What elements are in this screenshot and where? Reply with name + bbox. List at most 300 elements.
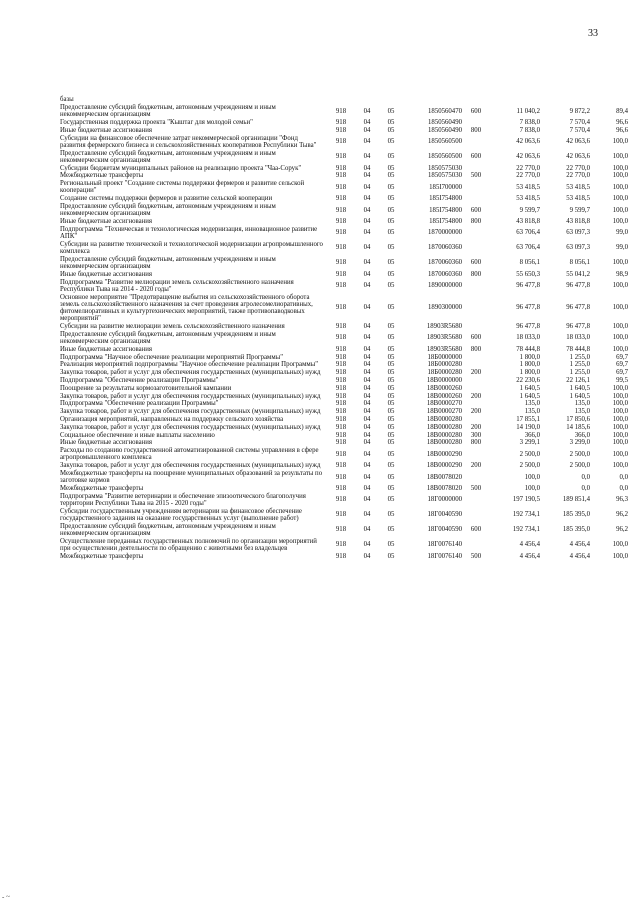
- row-expense-type: [462, 470, 490, 485]
- row-percent: 100,0: [612, 450, 628, 458]
- row-name: Закупка товаров, работ и услуг для обеспечения государственных (муниципальных) нужд: [60, 408, 321, 416]
- row-actual-amount: 63 097,3: [566, 244, 590, 252]
- row-section: 04: [363, 408, 371, 416]
- row-expense-type: [462, 323, 490, 331]
- table-row: [60, 392, 628, 400]
- row-plan-amount: 17 855,1: [516, 416, 540, 424]
- row-actual-amount: 135,0: [574, 408, 590, 416]
- row-target-article: 18В0000280: [426, 439, 462, 447]
- row-target-article: 1890300000: [428, 304, 462, 312]
- row-grbs: 918: [335, 195, 347, 203]
- row-percent: 100,0: [612, 153, 628, 161]
- row-target-article: 185I700000: [429, 183, 462, 191]
- row-percent: 100,0: [612, 541, 628, 549]
- row-section: 04: [363, 126, 371, 134]
- table-row: [60, 218, 628, 226]
- row-section: 04: [363, 526, 371, 534]
- row-name: Предоставление субсидий бюджетным, автономным учреждениям и иным некоммерческим организациям: [60, 149, 276, 164]
- row-grbs: 918: [335, 485, 347, 493]
- table-row: [60, 400, 628, 408]
- row-plan-amount: 197 190,5: [512, 496, 540, 504]
- row-name: Подпрограмма "Обеспечение реализации Программы": [60, 400, 219, 408]
- row-name: Иные бюджетные ассигнования: [60, 439, 153, 447]
- row-subsection: 05: [387, 439, 395, 447]
- row-grbs: 918: [335, 462, 347, 470]
- row-grbs: 918: [335, 164, 347, 172]
- row-actual-amount: 185 395,0: [562, 526, 590, 534]
- page-number: 33: [588, 28, 598, 39]
- row-plan-amount: 53 418,5: [516, 183, 540, 191]
- row-section: 04: [363, 218, 371, 226]
- row-expense-type: 500: [470, 485, 482, 493]
- row-grbs: 918: [335, 400, 347, 408]
- row-percent: 98,9: [616, 270, 628, 278]
- row-actual-amount: 9 599,7: [569, 206, 590, 214]
- row-actual-amount: 42 063,6: [566, 138, 590, 146]
- row-name: Подпрограмма "Обеспечение реализации Программы": [60, 377, 219, 385]
- row-plan-amount: 22 770,0: [516, 164, 540, 172]
- row-grbs: 918: [335, 361, 347, 369]
- row-subsection: 05: [387, 526, 395, 534]
- row-grbs: 918: [335, 282, 347, 290]
- row-expense-type: 600: [470, 206, 482, 214]
- row-section: 04: [363, 282, 371, 290]
- row-grbs: 918: [335, 431, 347, 439]
- row-grbs: 918: [335, 496, 347, 504]
- row-target-article: 1870000000: [428, 229, 462, 237]
- row-percent: 100,0: [612, 304, 628, 312]
- row-expense-type: 500: [470, 552, 482, 560]
- row-section: 04: [363, 431, 371, 439]
- row-plan-amount: 1 800,0: [519, 369, 540, 377]
- row-grbs: 918: [335, 138, 347, 146]
- row-name: Субсидии на развитие мелиорации земель сельскохозяйственного назначения: [60, 323, 285, 331]
- row-plan-amount: 135,0: [524, 408, 540, 416]
- row-actual-amount: 1 255,0: [569, 353, 590, 361]
- row-section: 04: [363, 183, 371, 191]
- row-name: Субсидии на финансовое обеспечение затрат некоммерческой организации "Фонд развития фермерского бизнеса и сельскохозяйственных кооперативов Республики Тыва": [60, 134, 317, 149]
- row-actual-amount: 96 477,8: [566, 304, 590, 312]
- row-actual-amount: 78 444,8: [566, 345, 590, 353]
- row-target-article: 18Г0040590: [427, 511, 462, 519]
- row-expense-type: [462, 134, 490, 149]
- row-subsection: 05: [387, 153, 395, 161]
- row-percent: 69,7: [616, 361, 628, 369]
- table-row: [60, 508, 628, 523]
- row-plan-amount: 2 500,0: [519, 450, 540, 458]
- row-section: 04: [363, 153, 371, 161]
- row-section: 04: [363, 552, 371, 560]
- row-target-article: 185I754800: [429, 206, 462, 214]
- row-grbs: 918: [335, 304, 347, 312]
- row-grbs: 918: [335, 153, 347, 161]
- row-subsection: 05: [387, 496, 395, 504]
- table-row: [60, 119, 628, 127]
- row-expense-type: 800: [470, 270, 482, 278]
- row-subsection: 05: [387, 259, 395, 267]
- row-target-article: 18В0000280: [426, 423, 462, 431]
- row-grbs: 918: [335, 552, 347, 560]
- row-subsection: 05: [387, 107, 395, 115]
- table-row: [60, 241, 628, 256]
- row-grbs: 918: [335, 439, 347, 447]
- row-plan-amount: 96 477,8: [516, 282, 540, 290]
- row-grbs: 918: [335, 526, 347, 534]
- row-grbs: 918: [335, 323, 347, 331]
- row-section: 04: [363, 511, 371, 519]
- row-grbs: 918: [335, 408, 347, 416]
- table-row: [60, 385, 628, 393]
- table-row: [60, 538, 628, 553]
- row-grbs: 918: [335, 416, 347, 424]
- table-row: [60, 226, 628, 241]
- row-grbs: 918: [335, 119, 347, 127]
- row-subsection: 05: [387, 138, 395, 146]
- row-percent: 100,0: [612, 400, 628, 408]
- row-actual-amount: 2 500,0: [569, 450, 590, 458]
- row-name: Предоставление субсидий бюджетным, автономным учреждениям и иным некоммерческим организациям: [60, 522, 276, 538]
- row-percent: 96,2: [616, 526, 628, 534]
- row-plan-amount: 100,0: [524, 485, 540, 493]
- row-actual-amount: 189 851,4: [562, 496, 590, 504]
- row-plan-amount: 63 706,4: [516, 244, 540, 252]
- row-grbs: 918: [335, 353, 347, 361]
- row-section: 04: [363, 416, 371, 424]
- row-target-article: 1850560470: [428, 107, 462, 115]
- row-subsection: 05: [387, 119, 395, 127]
- row-percent: 96,3: [616, 496, 628, 504]
- row-expense-type: 600: [470, 259, 482, 267]
- row-subsection: 05: [387, 392, 395, 400]
- row-target-article: 1870060360: [428, 270, 462, 278]
- row-target-article: 18В0000260: [426, 392, 462, 400]
- row-name: Межбюджетные трансферты: [60, 485, 144, 493]
- row-grbs: 918: [335, 172, 347, 180]
- row-actual-amount: 53 418,5: [566, 183, 590, 191]
- row-target-article: 1850575030: [428, 164, 462, 172]
- row-actual-amount: 135,0: [574, 400, 590, 408]
- row-actual-amount: 53 418,5: [566, 195, 590, 203]
- row-name: Межбюджетные трансферты на поощрение муниципальных образований за результаты по заготовке кормов: [60, 470, 323, 485]
- row-subsection: 05: [387, 377, 395, 385]
- row-target-article: 1870060360: [428, 259, 462, 267]
- row-expense-type: [462, 416, 490, 424]
- row-name: Субсидии на развитие технической и технологической модернизации агропромышленного комплекса: [60, 240, 323, 256]
- row-subsection: 05: [387, 229, 395, 237]
- table-row: [60, 104, 628, 119]
- row-name: Региональный проект "Создание системы поддержки фермеров и развитие сельской кооперации": [60, 180, 305, 195]
- row-target-article: 18В0000000: [426, 377, 462, 385]
- table-row: [60, 424, 628, 432]
- row-name: Организация мероприятий, направленных на поддержку сельского хозяйства: [60, 416, 284, 424]
- row-subsection: 05: [387, 334, 395, 342]
- row-section: 04: [363, 541, 371, 549]
- row-subsection: 05: [387, 462, 395, 470]
- table-row: [60, 323, 628, 331]
- table-row: [60, 256, 628, 271]
- row-section: 04: [363, 353, 371, 361]
- row-section: 04: [363, 345, 371, 353]
- row-actual-amount: 8 056,1: [569, 259, 590, 267]
- row-subsection: 05: [387, 323, 395, 331]
- table-row: [60, 493, 628, 508]
- row-actual-amount: 1 255,0: [569, 369, 590, 377]
- row-name: Государственная поддержка проекта "Кыштаг для молодой семьи": [60, 119, 253, 127]
- row-target-article: 18В0000280: [426, 416, 462, 424]
- row-target-article: 18В0000270: [426, 400, 462, 408]
- row-subsection: 05: [387, 431, 395, 439]
- row-subsection: 05: [387, 345, 395, 353]
- row-percent: [590, 96, 628, 104]
- row-section: 04: [363, 361, 371, 369]
- row-grbs: 918: [335, 183, 347, 191]
- row-plan-amount: 42 063,6: [516, 153, 540, 161]
- row-actual-amount: 1 640,5: [569, 392, 590, 400]
- row-expense-type: [462, 180, 490, 195]
- row-plan-amount: 22 770,0: [516, 172, 540, 180]
- row-expense-type: [462, 96, 490, 104]
- row-name: Иные бюджетные ассигнования: [60, 270, 153, 278]
- row-expense-type: [462, 377, 490, 385]
- row-target-article: 18Г0076140: [427, 541, 462, 549]
- row-section: 04: [363, 138, 371, 146]
- row-subsection: 05: [387, 206, 395, 214]
- row-section: 04: [363, 377, 371, 385]
- table-row: [60, 353, 628, 361]
- row-actual-amount: 185 395,0: [562, 511, 590, 519]
- table-row: [60, 416, 628, 424]
- row-expense-type: 200: [470, 423, 482, 431]
- row-plan-amount: 43 818,8: [516, 218, 540, 226]
- row-name: Субсидии государственным учреждениям ветеринарии на финансовое обеспечение государственного задания на оказание государственных услуг (выполнение работ): [60, 507, 302, 523]
- row-target-article: 18В0000290: [426, 462, 462, 470]
- row-percent: 100,0: [612, 334, 628, 342]
- row-actual-amount: 63 097,3: [566, 229, 590, 237]
- row-actual-amount: 96 477,8: [566, 323, 590, 331]
- row-grbs: 918: [335, 473, 347, 481]
- row-name: Иные бюджетные ассигнования: [60, 126, 153, 134]
- row-name: Иные бюджетные ассигнования: [60, 345, 153, 353]
- row-name: Подпрограмма "Развитие мелиорации земель сельскохозяйственного назначения Республики Тыва на 2014 - 2020 годы": [60, 278, 294, 293]
- row-section: 04: [363, 206, 371, 214]
- row-section: 04: [363, 439, 371, 447]
- row-subsection: 05: [387, 511, 395, 519]
- row-actual-amount: 0,0: [581, 473, 590, 481]
- row-expense-type: [462, 385, 490, 393]
- row-target-article: 18В0000260: [426, 384, 462, 392]
- row-percent: 96,6: [616, 119, 628, 127]
- row-actual-amount: 9 872,2: [569, 107, 590, 115]
- row-actual-amount: 7 570,4: [569, 119, 590, 127]
- row-percent: 100,0: [612, 206, 628, 214]
- table-row: [60, 523, 628, 538]
- row-name: Предоставление субсидий бюджетным, автономным учреждениям и иным некоммерческим организациям: [60, 255, 276, 271]
- row-actual-amount: 4 456,4: [569, 552, 590, 560]
- row-plan-amount: 1 640,5: [519, 384, 540, 392]
- table-row: [60, 180, 628, 195]
- row-name: Предоставление субсидий бюджетным, автономным учреждениям и иным некоммерческим организациям: [60, 203, 276, 218]
- row-percent: 99,5: [616, 377, 628, 385]
- row-subsection: 05: [387, 384, 395, 392]
- row-percent: 100,0: [612, 392, 628, 400]
- row-expense-type: [462, 241, 490, 256]
- row-target-article: 18В0000270: [426, 408, 462, 416]
- row-plan-amount: 42 063,6: [516, 138, 540, 146]
- row-name: Подпрограмма "Техническая и технологическая модернизация, инновационное развитие АПК": [60, 225, 318, 241]
- table-row: [60, 331, 628, 346]
- row-section: 04: [363, 172, 371, 180]
- row-subsection: 05: [387, 552, 395, 560]
- table-row: [60, 203, 628, 218]
- row-expense-type: [462, 400, 490, 408]
- row-grbs: 918: [335, 377, 347, 385]
- row-target-article: 18Г0076140: [427, 552, 462, 560]
- row-expense-type: [462, 119, 490, 127]
- row-subsection: 05: [387, 423, 395, 431]
- row-section: 04: [363, 164, 371, 172]
- table-row: [60, 195, 628, 203]
- row-plan-amount: 2 500,0: [519, 462, 540, 470]
- row-grbs: 918: [335, 369, 347, 377]
- row-percent: 100,0: [612, 259, 628, 267]
- row-plan-amount: 55 650,3: [516, 270, 540, 278]
- row-target-article: 18903R5680: [426, 334, 462, 342]
- row-percent: 100,0: [612, 416, 628, 424]
- row-plan-amount: 9 599,7: [519, 206, 540, 214]
- row-percent: 96,6: [616, 126, 628, 134]
- row-expense-type: 600: [470, 107, 482, 115]
- row-grbs: 918: [335, 334, 347, 342]
- row-grbs: 918: [335, 541, 347, 549]
- table-row: [60, 485, 628, 493]
- row-percent: 100,0: [612, 384, 628, 392]
- row-plan-amount: 7 838,0: [519, 126, 540, 134]
- row-plan-amount: 135,0: [524, 400, 540, 408]
- row-percent: 100,0: [612, 282, 628, 290]
- row-plan-amount: 4 456,4: [519, 541, 540, 549]
- row-percent: 100,0: [612, 218, 628, 226]
- row-section: 04: [363, 423, 371, 431]
- row-target-article: 1850575030: [428, 172, 462, 180]
- row-section: 04: [363, 259, 371, 267]
- row-grbs: 918: [335, 450, 347, 458]
- row-grbs: 918: [335, 107, 347, 115]
- row-target-article: 1890000000: [428, 282, 462, 290]
- row-percent: 100,0: [612, 195, 628, 203]
- row-section: 04: [363, 195, 371, 203]
- row-plan-amount: 1 800,0: [519, 353, 540, 361]
- row-actual-amount: 22 770,0: [566, 172, 590, 180]
- row-expense-type: [462, 195, 490, 203]
- row-name: Подпрограмма "Научное обеспечение реализации мероприятий Программы": [60, 353, 283, 361]
- budget-table-container: [60, 96, 628, 560]
- table-row: [60, 431, 628, 439]
- table-row: [60, 470, 628, 485]
- row-section: [354, 96, 380, 104]
- row-subsection: 05: [387, 541, 395, 549]
- row-actual-amount: 55 041,2: [566, 270, 590, 278]
- row-percent: 100,0: [612, 138, 628, 146]
- row-expense-type: [462, 278, 490, 293]
- row-name: Подпрограмма "Развитие ветеринарии и обеспечение эпизоотического благополучия территории Республики Тыва на 2015 - 2020 годы": [60, 492, 306, 508]
- row-plan-amount: 78 444,8: [516, 345, 540, 353]
- row-subsection: 05: [387, 361, 395, 369]
- row-subsection: 05: [387, 485, 395, 493]
- row-plan-amount: 14 190,0: [516, 423, 540, 431]
- row-section: 04: [363, 244, 371, 252]
- table-row: [60, 172, 628, 180]
- row-section: 04: [363, 119, 371, 127]
- row-expense-type: 800: [470, 439, 482, 447]
- row-section: 04: [363, 400, 371, 408]
- row-expense-type: 200: [470, 392, 482, 400]
- row-section: 04: [363, 270, 371, 278]
- row-subsection: 05: [387, 172, 395, 180]
- row-plan-amount: [490, 96, 540, 104]
- row-subsection: 05: [387, 400, 395, 408]
- row-target-article: 18903R5680: [426, 345, 462, 353]
- row-subsection: 05: [387, 282, 395, 290]
- row-percent: 99,0: [616, 229, 628, 237]
- row-plan-amount: 192 734,1: [512, 511, 540, 519]
- row-actual-amount: 42 063,6: [566, 153, 590, 161]
- row-section: 04: [363, 107, 371, 115]
- row-section: 04: [363, 392, 371, 400]
- row-section: 04: [363, 334, 371, 342]
- row-actual-amount: 17 850,6: [566, 416, 590, 424]
- row-expense-type: 800: [470, 126, 482, 134]
- row-subsection: 05: [387, 218, 395, 226]
- row-grbs: 918: [335, 259, 347, 267]
- row-expense-type: 600: [470, 153, 482, 161]
- row-section: 04: [363, 496, 371, 504]
- row-name: Закупка товаров, работ и услуг для обеспечения государственных (муниципальных) нужд: [60, 392, 321, 400]
- row-plan-amount: 96 477,8: [516, 323, 540, 331]
- row-percent: 100,0: [612, 323, 628, 331]
- row-expense-type: 200: [470, 462, 482, 470]
- row-grbs: 918: [335, 229, 347, 237]
- row-grbs: 918: [335, 270, 347, 278]
- row-subsection: 05: [387, 270, 395, 278]
- row-actual-amount: [540, 96, 590, 104]
- row-name: Поощрение за результаты кормозаготовительной кампании: [60, 384, 232, 392]
- table-row: [60, 149, 628, 164]
- row-name: Создание системы поддержки фермеров и развитие сельской кооперации: [60, 195, 273, 203]
- row-expense-type: 800: [470, 345, 482, 353]
- row-target-article: 18В0000290: [426, 450, 462, 458]
- table-row: [60, 462, 628, 470]
- row-subsection: 05: [387, 416, 395, 424]
- row-subsection: 05: [387, 183, 395, 191]
- row-plan-amount: 100,0: [524, 473, 540, 481]
- table-row: [60, 293, 628, 322]
- row-percent: 100,0: [612, 462, 628, 470]
- row-plan-amount: 1 640,5: [519, 392, 540, 400]
- table-row: [60, 377, 628, 385]
- row-actual-amount: 22 126,1: [566, 377, 590, 385]
- row-actual-amount: 7 570,4: [569, 126, 590, 134]
- row-plan-amount: 96 477,8: [516, 304, 540, 312]
- table-row: [60, 127, 628, 135]
- row-percent: 100,0: [612, 431, 628, 439]
- row-target-article: 18Б0000280: [427, 361, 462, 369]
- row-actual-amount: 96 477,8: [566, 282, 590, 290]
- row-subsection: 05: [387, 164, 395, 172]
- row-section: 04: [363, 473, 371, 481]
- row-section: 04: [363, 323, 371, 331]
- table-row: [60, 96, 628, 104]
- row-name: Осуществление переданных государственных полномочий по организации мероприятий при осуществлении деятельности по обращению с животными без владельцев: [60, 537, 317, 553]
